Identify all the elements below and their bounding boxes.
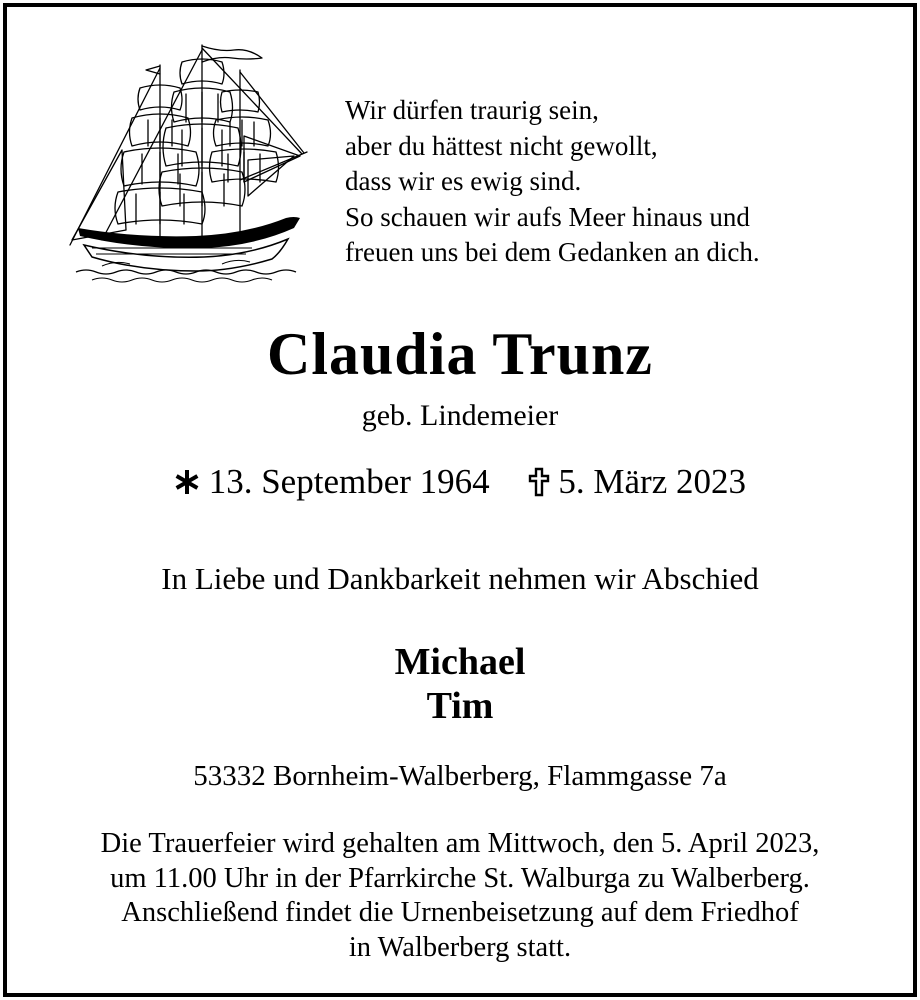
- life-dates: [0, 460, 920, 504]
- poem-line: Wir dürfen traurig sein,: [345, 95, 599, 125]
- service-line: Anschließend findet die Urnenbeisetzung auf dem Friedhof: [121, 897, 799, 928]
- maiden-name: geb. Lindemeier: [361, 399, 559, 432]
- mourners-list: [0, 640, 920, 728]
- farewell-text: In Liebe und Dankbarkeit nehmen wir Abschied: [161, 561, 759, 596]
- cross-icon: [528, 467, 550, 497]
- service-line: um 11.00 Uhr in der Pfarrkirche St. Walburga zu Walberberg.: [110, 862, 810, 894]
- service-details: [0, 827, 920, 965]
- poem-line: So schauen wir aufs Meer hinaus und: [345, 201, 750, 232]
- family-address: 53332 Bornheim-Walberberg, Flammgasse 7a: [193, 760, 727, 792]
- mourner-name: Michael: [394, 641, 526, 683]
- mourner-name: Tim: [426, 685, 494, 727]
- birth-date: 13. September 1964: [208, 462, 490, 501]
- sailing-ship-icon: [62, 40, 312, 290]
- service-line: Die Trauerfeier wird gehalten am Mittwoch, den 5. April 2023,: [100, 828, 820, 859]
- service-line: in Walberberg statt.: [348, 931, 572, 963]
- poem-verse: [345, 93, 760, 271]
- poem-line: freuen uns bei dem Gedanken an dich.: [345, 237, 760, 267]
- deceased-name: Claudia Trunz: [267, 321, 653, 387]
- star-icon: [174, 469, 200, 495]
- poem-line: aber du hättest nicht gewollt,: [345, 130, 658, 161]
- death-date: 5. März 2023: [558, 462, 747, 501]
- poem-line: dass wir es ewig sind.: [345, 166, 582, 196]
